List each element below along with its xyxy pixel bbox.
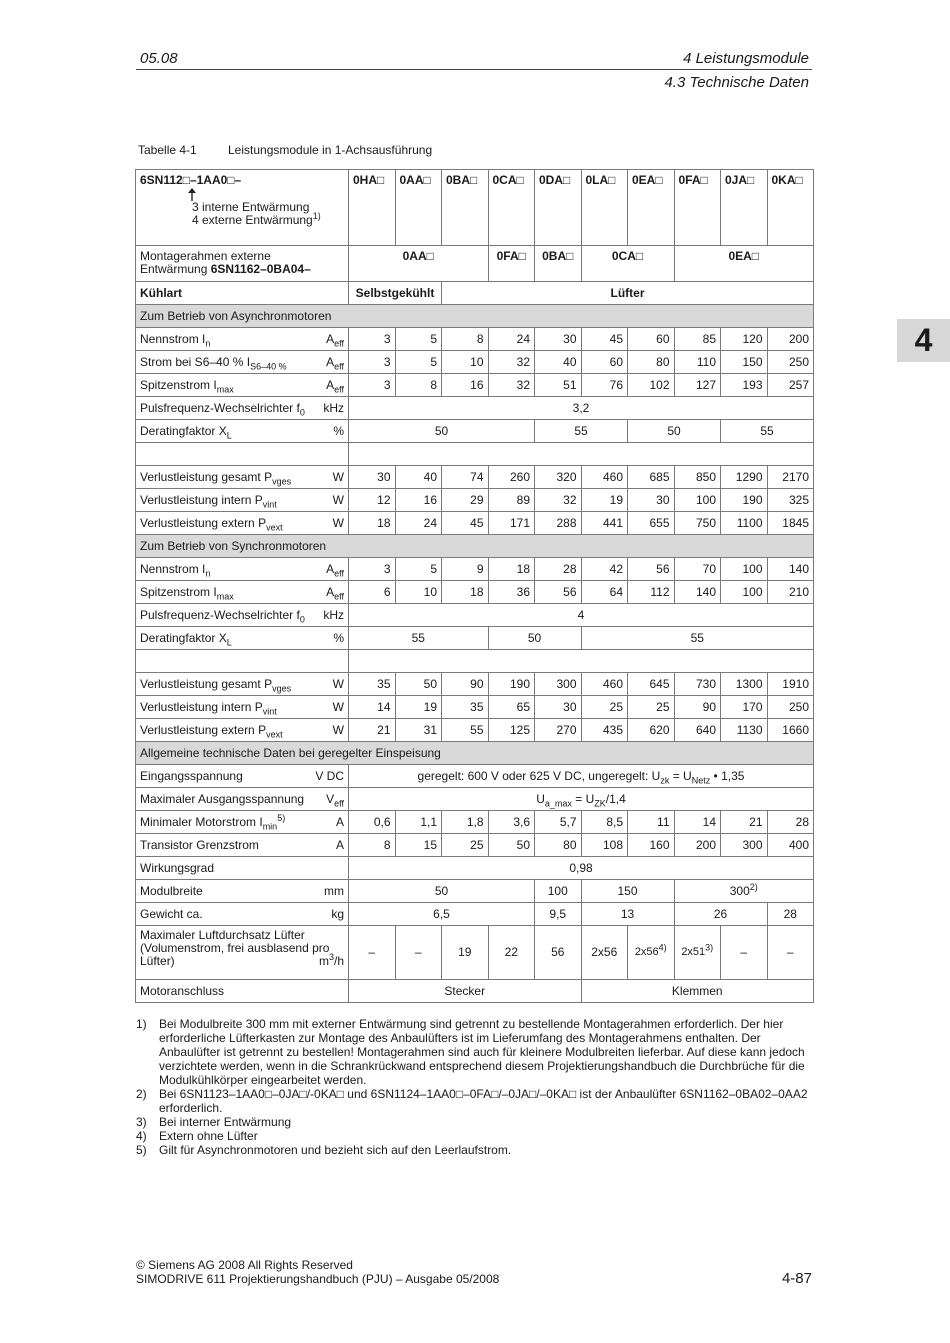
value-cell: 150 bbox=[581, 880, 674, 903]
row-label: Verlustleistung intern $P_{vint}$ W bbox=[136, 696, 349, 719]
value-cell: 1290 bbox=[721, 466, 768, 489]
value-cell: 160 bbox=[628, 834, 675, 857]
table-row bbox=[136, 696, 814, 719]
value-cell: 50 bbox=[349, 420, 535, 443]
value-cell: 42 bbox=[581, 558, 628, 581]
code-cell: 0KA□ bbox=[767, 170, 814, 246]
value-cell: 31 bbox=[395, 719, 442, 742]
row-label: Nennstrom $I_n$ $A_{eff}$ bbox=[136, 328, 349, 351]
value-cell: 140 bbox=[767, 558, 814, 581]
value-cell: 55 bbox=[349, 627, 489, 650]
value-cell: 25 bbox=[628, 696, 675, 719]
value-cell: 645 bbox=[628, 673, 675, 696]
footnote: 3) Bei interner Entwärmung bbox=[136, 1115, 292, 1129]
code-cell: 0CA□ bbox=[488, 170, 535, 246]
value-cell: 441 bbox=[581, 512, 628, 535]
header-date: 05.08 bbox=[140, 50, 178, 67]
value-cell: 85 bbox=[674, 328, 721, 351]
value-cell: 50 bbox=[628, 420, 721, 443]
value-cell: 193 bbox=[721, 374, 768, 397]
value-cell: 288 bbox=[535, 512, 582, 535]
value-cell: 1,1 bbox=[395, 811, 442, 834]
value-cell: 250 bbox=[767, 696, 814, 719]
value-cell: 270 bbox=[535, 719, 582, 742]
value-cell: 210 bbox=[767, 581, 814, 604]
value-cell: 30 bbox=[535, 328, 582, 351]
value-cell: 3,2 bbox=[349, 397, 814, 420]
table-row bbox=[136, 719, 814, 742]
table-row bbox=[136, 788, 814, 811]
footnote: 4) Extern ohne Lüfter bbox=[136, 1129, 258, 1143]
row-label: Transistor Grenzstrom A bbox=[136, 834, 349, 857]
value-cell: 730 bbox=[674, 673, 721, 696]
table-row bbox=[136, 880, 814, 903]
table-row bbox=[136, 857, 814, 880]
value-cell: 55 bbox=[581, 627, 814, 650]
value-cell: 50 bbox=[488, 627, 581, 650]
value-cell: 12 bbox=[349, 489, 396, 512]
value-cell: 190 bbox=[721, 489, 768, 512]
value-cell: 5 bbox=[395, 558, 442, 581]
value-cell: 24 bbox=[488, 328, 535, 351]
row-label: Motoranschluss bbox=[136, 980, 349, 1003]
table-title: Leistungsmodule in 1-Achsausführung bbox=[228, 143, 433, 157]
value-cell: 300$^{2)}$ bbox=[674, 880, 814, 903]
value-cell: 19 bbox=[395, 696, 442, 719]
value-cell: 100 bbox=[535, 880, 582, 903]
section-async: Zum Betrieb von Asynchronmotoren bbox=[136, 305, 814, 328]
value-cell: 26 bbox=[674, 903, 767, 926]
value-cell: 620 bbox=[628, 719, 675, 742]
header-chapter: 4 Leistungsmodule bbox=[683, 50, 809, 67]
value-cell: 850 bbox=[674, 466, 721, 489]
value-cell: 8 bbox=[442, 328, 489, 351]
value-cell: 108 bbox=[581, 834, 628, 857]
value-cell: 3 bbox=[349, 351, 396, 374]
table-row bbox=[136, 246, 814, 282]
table-row bbox=[136, 443, 814, 466]
row-label: Strom bei S6–40 % $I_{S6-40 \%}$ $A_{eff}$ bbox=[136, 351, 349, 374]
row-label: Verlustleistung intern $P_{vint}$ W bbox=[136, 489, 349, 512]
value-cell: 100 bbox=[674, 489, 721, 512]
value-cell: 30 bbox=[628, 489, 675, 512]
table-row bbox=[136, 980, 814, 1003]
code-cell: 0DA□ bbox=[535, 170, 582, 246]
value-cell: 10 bbox=[442, 351, 489, 374]
value-cell: 80 bbox=[628, 351, 675, 374]
table-row bbox=[136, 811, 814, 834]
value-cell: 125 bbox=[488, 719, 535, 742]
value-cell: 1100 bbox=[721, 512, 768, 535]
value-cell: 56 bbox=[535, 581, 582, 604]
value-cell: 60 bbox=[628, 328, 675, 351]
value-cell: 102 bbox=[628, 374, 675, 397]
table-row bbox=[136, 627, 814, 650]
value-cell: 55 bbox=[442, 719, 489, 742]
value-cell: 35 bbox=[442, 696, 489, 719]
chapter-tab: 4 bbox=[897, 319, 950, 362]
value-cell: 100 bbox=[721, 581, 768, 604]
table-row bbox=[136, 765, 814, 788]
value-cell: 40 bbox=[535, 351, 582, 374]
value-cell: 30 bbox=[349, 466, 396, 489]
value-cell: 28 bbox=[767, 903, 814, 926]
value-cell: 1660 bbox=[767, 719, 814, 742]
table-row bbox=[136, 466, 814, 489]
value-cell: 171 bbox=[488, 512, 535, 535]
footer-document: SIMODRIVE 611 Projektierungshandbuch (PJU) – Ausgabe 05/2008 bbox=[136, 1272, 500, 1286]
value-cell: 25 bbox=[442, 834, 489, 857]
page-number: 4-87 bbox=[781, 1270, 812, 1287]
value-cell: 32 bbox=[488, 374, 535, 397]
value-cell: 300 bbox=[721, 834, 768, 857]
table-row bbox=[136, 650, 814, 673]
row-label: Gewicht ca. kg bbox=[136, 903, 349, 926]
row-label: Deratingfaktor $X_L$ % bbox=[136, 420, 349, 443]
value-cell: 2170 bbox=[767, 466, 814, 489]
value-cell: geregelt: 600 V oder 625 V DC, ungeregelt: $U_{zk} = U_{Netz}$ • 1,35 bbox=[349, 765, 814, 788]
value-cell: 750 bbox=[674, 512, 721, 535]
value-cell: 14 bbox=[674, 811, 721, 834]
value-cell: 89 bbox=[488, 489, 535, 512]
table-row bbox=[136, 420, 814, 443]
value-cell: 18 bbox=[349, 512, 396, 535]
value-cell: 5,7 bbox=[535, 811, 582, 834]
value-cell: 257 bbox=[767, 374, 814, 397]
value-cell: 170 bbox=[721, 696, 768, 719]
value-cell: 56 bbox=[535, 926, 582, 980]
table-row bbox=[136, 397, 814, 420]
value-cell: 260 bbox=[488, 466, 535, 489]
code-cell: 0LA□ bbox=[581, 170, 628, 246]
table-row bbox=[136, 926, 814, 980]
value-cell: 18 bbox=[442, 581, 489, 604]
value-cell: 36 bbox=[488, 581, 535, 604]
row-label: Spitzenstrom $I_{max}$ $A_{eff}$ bbox=[136, 374, 349, 397]
code-cell: 0HA□ bbox=[349, 170, 396, 246]
table-row bbox=[136, 351, 814, 374]
value-cell: 50 bbox=[488, 834, 535, 857]
value-cell: 35 bbox=[349, 673, 396, 696]
value-cell: 2x51$^{3)}$ bbox=[674, 926, 721, 980]
row-label: Deratingfaktor $X_L$ % bbox=[136, 627, 349, 650]
value-cell: 19 bbox=[442, 926, 489, 980]
row-label: Verlustleistung gesamt $P_{vges}$ W bbox=[136, 466, 349, 489]
value-cell: – bbox=[395, 926, 442, 980]
value-cell: 320 bbox=[535, 466, 582, 489]
value-cell: 8 bbox=[349, 834, 396, 857]
value-cell: 56 bbox=[628, 558, 675, 581]
value-cell: 112 bbox=[628, 581, 675, 604]
row-label: Nennstrom $I_n$ $A_{eff}$ bbox=[136, 558, 349, 581]
value-cell: 10 bbox=[395, 581, 442, 604]
value-cell: 32 bbox=[488, 351, 535, 374]
header-section: 4.3 Technische Daten bbox=[664, 74, 809, 91]
row-label: Wirkungsgrad bbox=[136, 857, 349, 880]
value-cell: 11 bbox=[628, 811, 675, 834]
footnote: 2) Bei 6SN1123–1AA0□–0JA□/-0KA□ und 6SN1124–1AA0□–0FA□/–0JA□/–0KA□ ist der Anbaulüfter 6SN1162–0BA02–0AA2 erforderlich. bbox=[136, 1087, 808, 1115]
value-cell: 3 bbox=[349, 558, 396, 581]
value-cell: 51 bbox=[535, 374, 582, 397]
value-cell: 29 bbox=[442, 489, 489, 512]
value-cell: 9 bbox=[442, 558, 489, 581]
value-cell: 4 bbox=[349, 604, 814, 627]
value-cell: $U_{a\_max} = U_{ZK}/1,4$ bbox=[349, 788, 814, 811]
row-label: Verlustleistung gesamt $P_{vges}$ W bbox=[136, 673, 349, 696]
value-cell: 190 bbox=[488, 673, 535, 696]
section-general: Allgemeine technische Daten bei geregelter Einspeisung bbox=[136, 742, 814, 765]
value-cell: 21 bbox=[349, 719, 396, 742]
empty-cell bbox=[136, 443, 349, 466]
empty-cell bbox=[349, 443, 814, 466]
value-cell: 200 bbox=[674, 834, 721, 857]
footnote: 5) Gilt für Asynchronmotoren und bezieht sich auf den Leerlaufstrom. bbox=[136, 1143, 512, 1157]
value-cell: 1300 bbox=[721, 673, 768, 696]
cooling-external: 4 externe Entwärmung$^{1)}$ bbox=[192, 211, 321, 227]
value-cell: 100 bbox=[721, 558, 768, 581]
table-row bbox=[136, 673, 814, 696]
value-cell: 120 bbox=[721, 328, 768, 351]
value-cell: Stecker bbox=[349, 980, 582, 1003]
value-cell: 250 bbox=[767, 351, 814, 374]
frame-cell: 0FA□ bbox=[488, 246, 535, 282]
value-cell: 6,5 bbox=[349, 903, 535, 926]
table-row bbox=[136, 604, 814, 627]
value-cell: 55 bbox=[721, 420, 814, 443]
value-cell: 60 bbox=[581, 351, 628, 374]
value-cell: 16 bbox=[442, 374, 489, 397]
value-cell: 6 bbox=[349, 581, 396, 604]
code-cell: 0AA□ bbox=[395, 170, 442, 246]
section-sync: Zum Betrieb von Synchronmotoren bbox=[136, 535, 814, 558]
code-cell: 0BA□ bbox=[442, 170, 489, 246]
value-cell: 2x56$^{4)}$ bbox=[628, 926, 675, 980]
value-cell: 28 bbox=[535, 558, 582, 581]
section-row bbox=[136, 305, 814, 328]
order-number-cell bbox=[136, 170, 349, 246]
value-cell: 1910 bbox=[767, 673, 814, 696]
table-caption bbox=[138, 143, 432, 157]
value-cell: 655 bbox=[628, 512, 675, 535]
row-label: Pulsfrequenz-Wechselrichter $f_0$ kHz bbox=[136, 604, 349, 627]
value-cell: 325 bbox=[767, 489, 814, 512]
value-cell: 1,8 bbox=[442, 811, 489, 834]
value-cell: 32 bbox=[535, 489, 582, 512]
value-cell: 5 bbox=[395, 328, 442, 351]
value-cell: 0,6 bbox=[349, 811, 396, 834]
row-label: Maximaler Luftdurchsatz Lüfter (Volumenstrom, frei ausblasend pro Lüfter) $m^3/h$ bbox=[136, 926, 349, 980]
value-cell: 21 bbox=[721, 811, 768, 834]
value-cell: 300 bbox=[535, 673, 582, 696]
row-label: Spitzenstrom $I_{max}$ $A_{eff}$ bbox=[136, 581, 349, 604]
value-cell: 1845 bbox=[767, 512, 814, 535]
value-cell: 685 bbox=[628, 466, 675, 489]
footer-copyright: © Siemens AG 2008 All Rights Reserved bbox=[136, 1258, 353, 1272]
value-cell: 15 bbox=[395, 834, 442, 857]
value-cell: 90 bbox=[442, 673, 489, 696]
value-cell: 14 bbox=[349, 696, 396, 719]
value-cell: – bbox=[349, 926, 396, 980]
frame-cell: 0BA□ bbox=[535, 246, 582, 282]
order-number: 6SN112□–1AA0□– bbox=[140, 173, 242, 187]
row-label: Modulbreite mm bbox=[136, 880, 349, 903]
row-label: Pulsfrequenz-Wechselrichter $f_0$ kHz bbox=[136, 397, 349, 420]
value-cell: 40 bbox=[395, 466, 442, 489]
table-row bbox=[136, 834, 814, 857]
value-cell: 19 bbox=[581, 489, 628, 512]
table-row bbox=[136, 558, 814, 581]
value-cell: 435 bbox=[581, 719, 628, 742]
table-row bbox=[136, 282, 814, 305]
value-cell: 50 bbox=[349, 880, 535, 903]
value-cell: 25 bbox=[581, 696, 628, 719]
table-number: Tabelle 4-1 bbox=[138, 143, 197, 157]
frame-cell: 0EA□ bbox=[674, 246, 814, 282]
code-cell: 0EA□ bbox=[628, 170, 675, 246]
frame-label: Montagerahmen externe Entwärmung 6SN1162–0BA04– bbox=[136, 246, 349, 282]
table-row bbox=[136, 328, 814, 351]
value-cell: 22 bbox=[488, 926, 535, 980]
section-row bbox=[136, 742, 814, 765]
cooling-fan: Lüfter bbox=[442, 282, 814, 305]
value-cell: 30 bbox=[535, 696, 582, 719]
value-cell: 24 bbox=[395, 512, 442, 535]
frame-cell: 0CA□ bbox=[581, 246, 674, 282]
code-cell: 0FA□ bbox=[674, 170, 721, 246]
value-cell: 5 bbox=[395, 351, 442, 374]
value-cell: 2x56 bbox=[581, 926, 628, 980]
section-row bbox=[136, 535, 814, 558]
value-cell: 140 bbox=[674, 581, 721, 604]
value-cell: 45 bbox=[442, 512, 489, 535]
value-cell: 3 bbox=[349, 328, 396, 351]
value-cell: 16 bbox=[395, 489, 442, 512]
value-cell: 0,98 bbox=[349, 857, 814, 880]
empty-cell bbox=[136, 650, 349, 673]
row-label: Verlustleistung extern $P_{vext}$ W bbox=[136, 512, 349, 535]
value-cell: 74 bbox=[442, 466, 489, 489]
value-cell: 460 bbox=[581, 466, 628, 489]
value-cell: 28 bbox=[767, 811, 814, 834]
value-cell: 1130 bbox=[721, 719, 768, 742]
cooling-self: Selbstgekühlt bbox=[349, 282, 442, 305]
value-cell: 8 bbox=[395, 374, 442, 397]
table-row bbox=[136, 374, 814, 397]
row-label: Maximaler Ausgangsspannung $V_{eff}$ bbox=[136, 788, 349, 811]
value-cell: 18 bbox=[488, 558, 535, 581]
value-cell: – bbox=[767, 926, 814, 980]
value-cell: 90 bbox=[674, 696, 721, 719]
value-cell: 640 bbox=[674, 719, 721, 742]
table-row bbox=[136, 170, 814, 246]
value-cell: 400 bbox=[767, 834, 814, 857]
footnote: 1) Bei Modulbreite 300 mm mit externer Entwärmung sind getrennt zu bestellende Montagerahmen erforderlich. Der hier erforderliche Lüfterkasten zur Montage des Anbaulüfters ist im Lieferumfang des Montagerahmens enthalten. Der Anbaulüfter ist getrennt zu bestellen! Montagerahmen sind auch für kleinere Modulbreiten lieferbar. Auf diese kann jedoch verzichtete werden, wenn in die Schrankrückwand entsprechend diesem Projektierungshandbuch die Durchbrüche für die Modulkühlkörper eingearbeitet werden. bbox=[136, 1017, 805, 1087]
value-cell: 8,5 bbox=[581, 811, 628, 834]
value-cell: 127 bbox=[674, 374, 721, 397]
footnotes bbox=[136, 1017, 816, 1157]
value-cell: – bbox=[721, 926, 768, 980]
value-cell: 64 bbox=[581, 581, 628, 604]
table-row bbox=[136, 581, 814, 604]
cooling-internal: 3 interne Entwärmung bbox=[192, 200, 310, 214]
value-cell: 3 bbox=[349, 374, 396, 397]
value-cell: 45 bbox=[581, 328, 628, 351]
table-row bbox=[136, 512, 814, 535]
value-cell: 80 bbox=[535, 834, 582, 857]
cooling-label: Kühlart bbox=[136, 282, 349, 305]
value-cell: 13 bbox=[581, 903, 674, 926]
value-cell: 76 bbox=[581, 374, 628, 397]
row-label: Eingangsspannung V DC bbox=[136, 765, 349, 788]
frame-cell: 0AA□ bbox=[349, 246, 489, 282]
value-cell: Klemmen bbox=[581, 980, 814, 1003]
value-cell: 110 bbox=[674, 351, 721, 374]
header-rule bbox=[136, 69, 812, 70]
row-label: Verlustleistung extern $P_{vext}$ W bbox=[136, 719, 349, 742]
spec-table bbox=[135, 169, 814, 1003]
value-cell: 3,6 bbox=[488, 811, 535, 834]
code-cell: 0JA□ bbox=[721, 170, 768, 246]
value-cell: 65 bbox=[488, 696, 535, 719]
table-row bbox=[136, 489, 814, 512]
table-row bbox=[136, 903, 814, 926]
value-cell: 460 bbox=[581, 673, 628, 696]
value-cell: 70 bbox=[674, 558, 721, 581]
value-cell: 55 bbox=[535, 420, 628, 443]
value-cell: 9,5 bbox=[535, 903, 582, 926]
value-cell: 150 bbox=[721, 351, 768, 374]
value-cell: 50 bbox=[395, 673, 442, 696]
row-label: Minimaler Motorstrom $I_{min}^{5)}$ A bbox=[136, 811, 349, 834]
arrow-up-icon bbox=[186, 187, 198, 201]
empty-cell bbox=[349, 650, 814, 673]
value-cell: 200 bbox=[767, 328, 814, 351]
